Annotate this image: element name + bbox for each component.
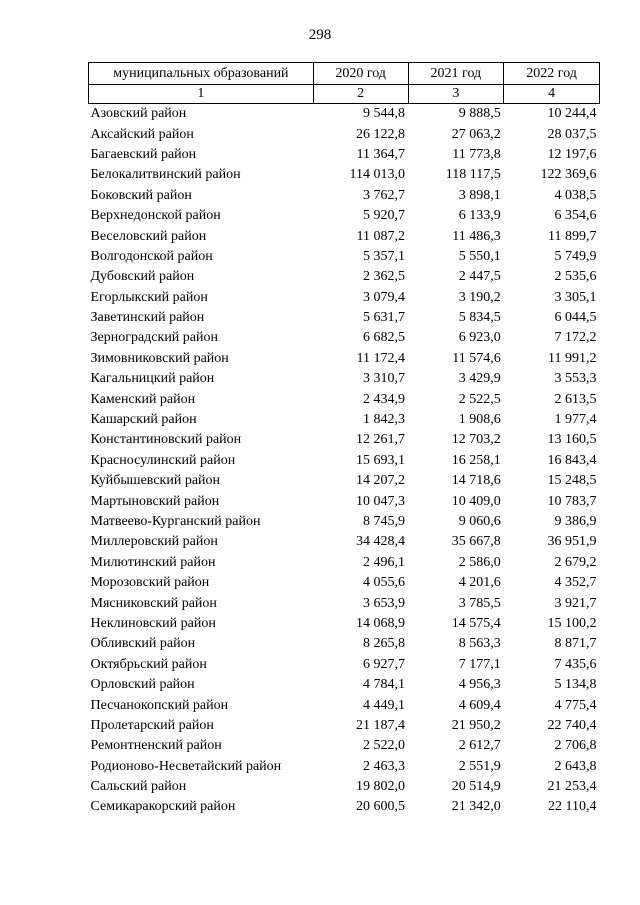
table-row (89, 491, 600, 511)
district-name-cell: Куйбышевский район (90, 473, 221, 489)
value-2020-cell: 5 920,7 (363, 208, 405, 224)
value-2021-cell: 6 923,0 (458, 330, 501, 346)
value-2020-cell: 12 261,7 (356, 432, 405, 448)
value-2022-cell: 6 354,6 (554, 208, 597, 224)
value-2022-cell: 4 038,5 (554, 187, 597, 203)
district-name-cell: Багаевский район (90, 146, 197, 162)
value-2020-cell: 19 802,0 (356, 779, 405, 795)
district-name-cell: Каменский район (90, 391, 196, 407)
value-2021-cell: 9 888,5 (458, 106, 501, 122)
district-name-cell: Азовский район (90, 106, 187, 122)
table-row (89, 532, 600, 552)
table-row (89, 757, 600, 777)
value-2020-cell: 3 762,7 (363, 187, 405, 203)
table-row (89, 716, 600, 736)
district-name-cell: Аксайский район (90, 126, 194, 142)
district-name-cell: Ремонтненский район (90, 738, 222, 754)
value-2022-cell: 9 386,9 (554, 514, 597, 529)
district-name-cell: Веселовский район (90, 228, 207, 244)
value-2020-cell: 21 187,4 (356, 717, 405, 733)
value-2022-cell: 3 921,7 (554, 595, 597, 611)
value-2021-cell: 3 190,2 (458, 289, 501, 305)
district-name-cell: Красносулинский район (90, 452, 236, 468)
value-2020-cell: 14 207,2 (356, 473, 405, 489)
value-2022-cell: 5 749,9 (554, 248, 597, 264)
value-2022-cell: 12 197,6 (547, 146, 597, 162)
district-name-cell: Кагальницкий район (90, 371, 215, 387)
value-2020-cell: 4 784,1 (363, 677, 405, 693)
value-2021-cell: 1 908,6 (458, 412, 501, 428)
table-row (89, 226, 600, 246)
value-2021-cell: 2 586,0 (458, 554, 501, 570)
value-2021-cell: 3 429,9 (458, 371, 501, 387)
district-name-cell: Обливский район (90, 636, 196, 652)
table-row (89, 124, 600, 144)
value-2022-cell: 22 110,4 (548, 799, 597, 815)
value-2021-cell: 4 956,3 (458, 677, 501, 693)
district-name-cell: Зимовниковский район (90, 350, 229, 366)
value-2020-cell: 8 265,8 (363, 636, 405, 652)
district-name-cell: Константиновский район (90, 432, 242, 448)
value-2022-cell: 21 253,4 (547, 779, 597, 795)
table-row (89, 186, 600, 206)
table-row (89, 165, 600, 185)
table-row (89, 736, 600, 756)
value-2021-cell: 21 950,2 (451, 717, 501, 733)
value-2020-cell: 15 693,1 (356, 452, 405, 468)
value-2022-cell: 2 643,8 (554, 758, 597, 774)
column-number-3: 3 (408, 85, 504, 104)
value-2021-cell: 20 514,9 (451, 779, 501, 795)
column-number-4: 4 (504, 85, 600, 104)
value-2022-cell: 2 706,8 (554, 738, 597, 754)
value-2022-cell: 28 037,5 (547, 126, 597, 142)
header-year-2022: 2022 год (504, 63, 600, 85)
value-2021-cell: 14 575,4 (451, 615, 501, 631)
value-2021-cell: 9 060,6 (458, 514, 501, 529)
value-2021-cell: 11 773,8 (452, 146, 501, 162)
value-2021-cell: 2 447,5 (458, 269, 501, 285)
table-row (89, 471, 600, 491)
value-2022-cell: 122 369,6 (540, 167, 597, 183)
header-row (89, 63, 600, 85)
district-name-cell: Боковский район (90, 187, 192, 203)
district-name-cell: Кашарский район (90, 412, 197, 428)
value-2022-cell: 6 044,5 (554, 310, 597, 326)
value-2021-cell: 7 177,1 (458, 656, 501, 672)
value-2022-cell: 3 305,1 (554, 289, 597, 305)
value-2022-cell: 11 899,7 (548, 228, 597, 244)
table-row (89, 451, 600, 471)
value-2022-cell: 2 535,6 (554, 269, 597, 285)
value-2021-cell: 16 258,1 (451, 452, 501, 468)
value-2022-cell: 15 100,2 (547, 615, 597, 631)
column-number-2: 2 (313, 85, 408, 104)
district-name-cell: Неклиновский район (90, 615, 216, 631)
district-name-cell: Заветинский район (90, 310, 205, 326)
table-row (89, 593, 600, 613)
value-2022-cell: 11 991,2 (548, 350, 597, 366)
value-2021-cell: 118 117,5 (445, 167, 501, 183)
value-2020-cell: 34 428,4 (356, 534, 405, 550)
value-2020-cell: 114 013,0 (349, 167, 405, 183)
value-2020-cell: 2 496,1 (363, 554, 405, 570)
value-2021-cell: 11 486,3 (452, 228, 501, 244)
value-2020-cell: 2 362,5 (363, 269, 405, 285)
table-row (89, 104, 600, 125)
value-2020-cell: 11 364,7 (356, 146, 405, 162)
value-2020-cell: 11 087,2 (356, 228, 405, 244)
district-name-cell: Семикаракорский район (90, 799, 236, 815)
value-2020-cell: 10 047,3 (356, 493, 405, 509)
table-row (89, 430, 600, 450)
value-2021-cell: 14 718,6 (451, 473, 501, 489)
value-2020-cell: 2 434,9 (363, 391, 405, 407)
value-2020-cell: 3 079,4 (363, 289, 405, 305)
value-2021-cell: 3 785,5 (458, 595, 501, 611)
column-number-1: 1 (89, 85, 314, 104)
district-name-cell: Зерноградский район (90, 330, 218, 346)
value-2021-cell: 11 574,6 (452, 350, 501, 366)
value-2022-cell: 8 871,7 (554, 636, 597, 652)
value-2021-cell: 2 612,7 (458, 738, 501, 754)
district-name-cell: Белокалитвинский район (90, 167, 241, 183)
value-2021-cell: 5 834,5 (458, 310, 501, 326)
district-name-cell: Волгодонской район (90, 248, 213, 264)
value-2022-cell: 36 951,9 (547, 534, 597, 550)
page-number: 298 (308, 27, 332, 43)
value-2022-cell: 1 977,4 (554, 412, 597, 428)
value-2022-cell: 4 775,4 (554, 697, 597, 713)
table-row (89, 349, 600, 369)
header-year-2021: 2021 год (408, 63, 504, 85)
header-year-2020: 2020 год (313, 63, 408, 85)
value-2020-cell: 4 449,1 (363, 697, 405, 713)
value-2021-cell: 2 551,9 (458, 758, 501, 774)
table-row (89, 308, 600, 328)
table-row (89, 573, 600, 593)
value-2022-cell: 16 843,4 (547, 452, 597, 468)
value-2022-cell: 10 244,4 (547, 106, 597, 122)
district-name-cell: Дубовский район (90, 269, 195, 285)
table-row (89, 247, 600, 267)
table-row (89, 797, 600, 817)
value-2020-cell: 5 357,1 (363, 248, 405, 264)
table-row (89, 145, 600, 165)
table-row (89, 369, 600, 389)
value-2022-cell: 13 160,5 (547, 432, 597, 448)
value-2021-cell: 21 342,0 (451, 799, 501, 815)
value-2020-cell: 1 842,3 (363, 412, 405, 428)
value-2021-cell: 10 409,0 (451, 493, 501, 509)
value-2021-cell: 8 563,3 (458, 636, 501, 652)
table-row (89, 695, 600, 715)
value-2021-cell: 12 703,2 (451, 432, 501, 448)
value-2021-cell: 3 898,1 (458, 187, 501, 203)
table-header (89, 63, 600, 104)
header-municipalities: муниципальных образований (89, 63, 314, 85)
value-2020-cell: 3 310,7 (363, 371, 405, 387)
value-2022-cell: 2 679,2 (554, 554, 597, 570)
value-2022-cell: 2 613,5 (554, 391, 597, 407)
district-name-cell: Родионово-Несветайский район (90, 758, 282, 774)
value-2020-cell: 2 463,3 (363, 758, 405, 774)
table-row (89, 410, 600, 430)
value-2020-cell: 11 172,4 (356, 350, 405, 366)
table-row (89, 288, 600, 308)
value-2020-cell: 4 055,6 (363, 575, 405, 591)
table-row (89, 634, 600, 654)
column-number-row (89, 85, 600, 104)
value-2022-cell: 15 248,5 (547, 473, 597, 489)
value-2022-cell: 7 172,2 (554, 330, 597, 346)
value-2022-cell: 4 352,7 (554, 575, 597, 591)
district-name-cell: Милютинский район (90, 554, 216, 570)
value-2022-cell: 3 553,3 (554, 371, 597, 387)
district-name-cell: Орловский район (90, 677, 195, 693)
value-2020-cell: 26 122,8 (356, 126, 405, 142)
table-body (89, 104, 600, 818)
value-2021-cell: 4 201,6 (458, 575, 501, 591)
value-2022-cell: 5 134,8 (554, 677, 597, 693)
district-name-cell: Песчанокопский район (90, 697, 229, 713)
value-2020-cell: 9 544,8 (363, 106, 405, 122)
table-row (89, 614, 600, 634)
value-2020-cell: 20 600,5 (356, 799, 405, 815)
value-2022-cell: 22 740,4 (547, 717, 597, 733)
district-name-cell: Пролетарский район (90, 717, 214, 733)
value-2021-cell: 5 550,1 (458, 248, 501, 264)
district-name-cell: Матвеево-Курганский район (90, 514, 261, 529)
value-2021-cell: 35 667,8 (451, 534, 501, 550)
value-2020-cell: 5 631,7 (363, 310, 405, 326)
table-row (89, 328, 600, 348)
table-row (89, 655, 600, 675)
table-row (89, 206, 600, 226)
value-2020-cell: 3 653,9 (363, 595, 405, 611)
value-2021-cell: 4 609,4 (458, 697, 501, 713)
value-2020-cell: 8 745,9 (363, 514, 405, 529)
value-2020-cell: 2 522,0 (363, 738, 405, 754)
district-name-cell: Морозовский район (90, 575, 210, 591)
value-2022-cell: 10 783,7 (547, 493, 597, 509)
district-name-cell: Верхнедонской район (90, 208, 221, 224)
district-name-cell: Сальский район (90, 779, 187, 795)
district-name-cell: Мартыновский район (90, 493, 220, 509)
value-2022-cell: 7 435,6 (554, 656, 597, 672)
table-row (89, 512, 600, 532)
district-name-cell: Октябрьский район (90, 656, 207, 672)
table-row (89, 267, 600, 287)
table-row (89, 553, 600, 573)
district-name-cell: Егорлыкский район (90, 289, 208, 305)
district-name-cell: Миллеровский район (90, 534, 218, 550)
table-row (89, 777, 600, 797)
value-2021-cell: 27 063,2 (451, 126, 501, 142)
value-2020-cell: 14 068,9 (356, 615, 405, 631)
table-row (89, 389, 600, 409)
value-2020-cell: 6 682,5 (363, 330, 405, 346)
table-row (89, 675, 600, 695)
budget-table (88, 62, 600, 818)
value-2020-cell: 6 927,7 (363, 656, 405, 672)
value-2021-cell: 2 522,5 (458, 391, 501, 407)
district-name-cell: Мясниковский район (90, 595, 217, 611)
value-2021-cell: 6 133,9 (458, 208, 501, 224)
